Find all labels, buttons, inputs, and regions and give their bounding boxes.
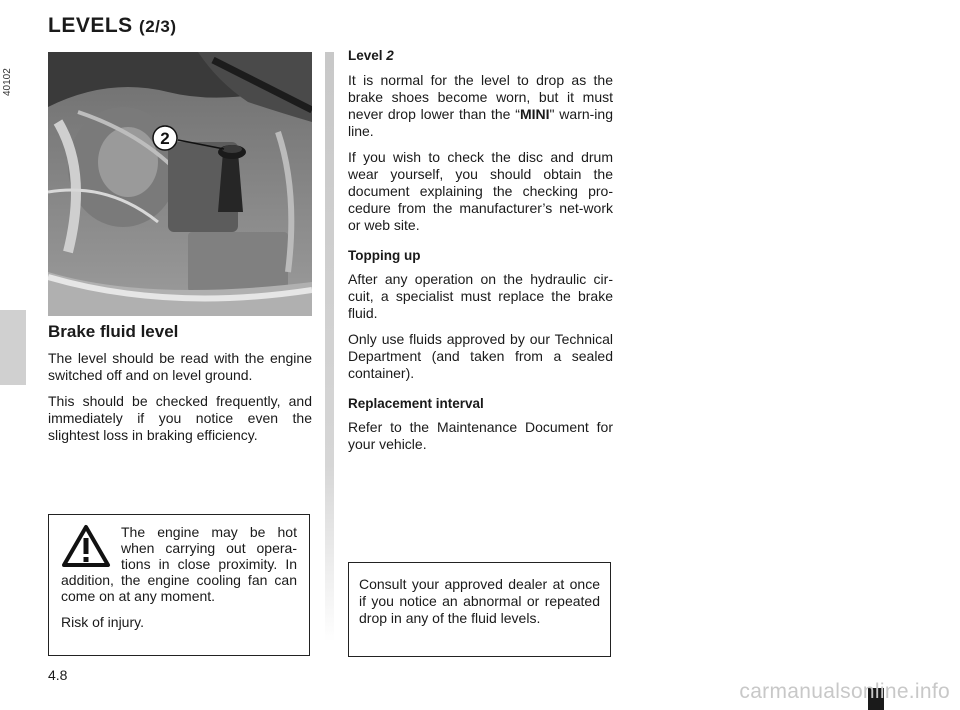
column-divider bbox=[325, 52, 334, 642]
engine-bay-illustration bbox=[48, 52, 312, 316]
mini-mark-label: MINI bbox=[519, 106, 550, 122]
paragraph: This should be checked frequently, and immediately if you notice even the slightest loss in braking efficiency. bbox=[48, 393, 312, 443]
warning-box bbox=[48, 514, 310, 656]
page-number: 4.8 bbox=[48, 667, 68, 683]
info-text: Consult your approved dealer at once if you notice an abnormal or repeated drop in any of the fluid levels. bbox=[359, 576, 600, 626]
paragraph: Refer to the Maintenance Document for your vehicle. bbox=[348, 419, 613, 452]
level-number: 2 bbox=[386, 48, 394, 63]
level-heading: Level 2 bbox=[348, 48, 394, 63]
left-column bbox=[48, 322, 312, 453]
subheading-replacement-interval: Replacement interval bbox=[348, 396, 484, 411]
paragraph: It is normal for the level to drop as the brake shoes become worn, but it must never drop lower than the “MINI" warn-ing line. bbox=[348, 72, 613, 139]
callout-number: 2 bbox=[160, 129, 170, 148]
engine-bay-photo bbox=[48, 52, 312, 316]
warning-triangle-icon bbox=[61, 524, 111, 568]
paragraph: After any operation on the hydraulic cir-cuit, a specialist must replace the brake fluid. bbox=[348, 271, 613, 321]
paragraph: The level should be read with the engine switched off and on level ground. bbox=[48, 350, 312, 383]
page-title-part: (2/3) bbox=[139, 17, 177, 36]
paragraph: If you wish to check the disc and drum wear yourself, you should obtain the document explaining the checking pro-cedure from the manufacturer’s net-work or web site. bbox=[348, 149, 613, 233]
watermark: carmanualsonline.info bbox=[739, 680, 950, 703]
info-box bbox=[348, 562, 611, 657]
chapter-tab bbox=[0, 310, 26, 385]
paragraph: Only use fluids approved by our Technical Department (and taken from a sealed container). bbox=[348, 331, 613, 381]
section-heading: Brake fluid level bbox=[48, 322, 179, 341]
page-title-text: LEVELS bbox=[48, 14, 133, 37]
warning-risk: Risk of injury. bbox=[61, 614, 144, 630]
right-column bbox=[348, 48, 613, 462]
page-title bbox=[48, 14, 177, 38]
warning-text: The engine may be hot when carrying out opera-tions in close proximity. In addition, the engine cooling fan can come on at any moment. bbox=[61, 524, 297, 604]
subheading-topping-up: Topping up bbox=[348, 248, 421, 263]
photo-reference: 40102 bbox=[2, 68, 13, 96]
